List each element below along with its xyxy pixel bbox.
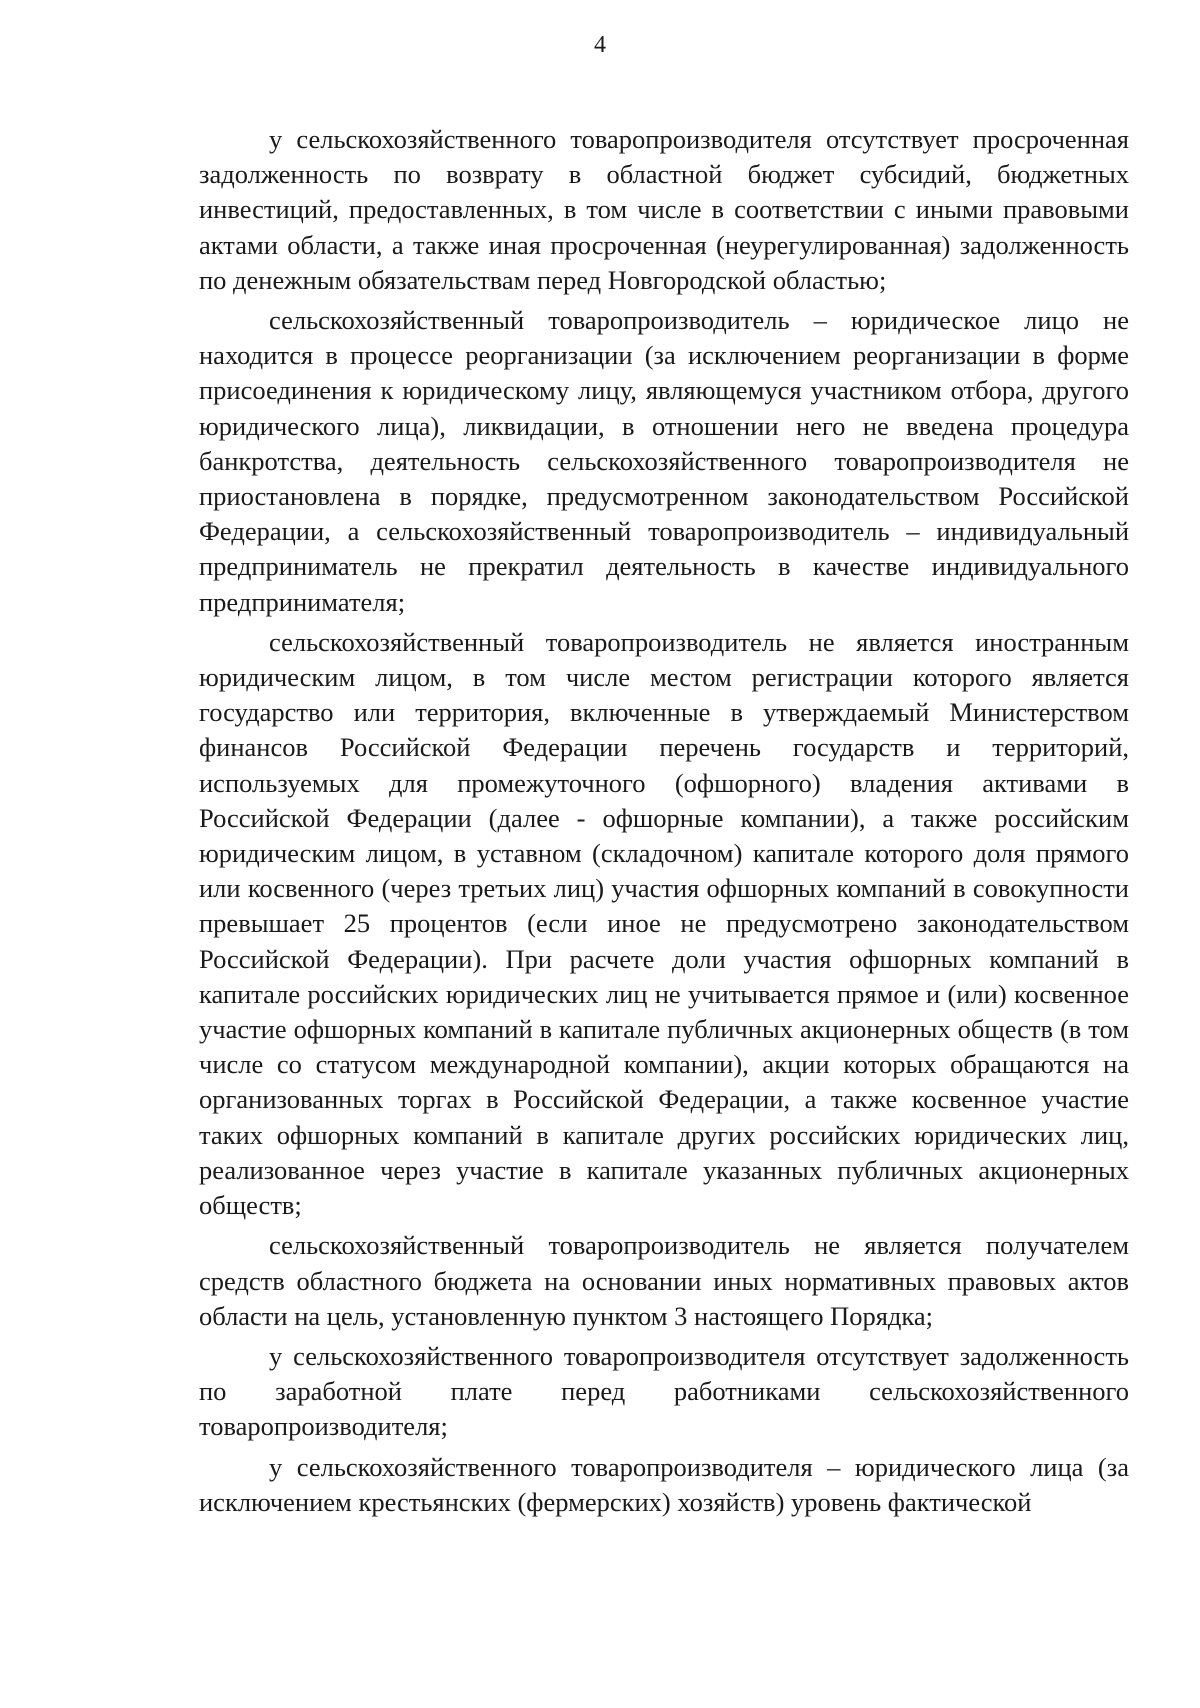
paragraph-wage-arrears: у сельскохозяйственного товаропроизводителя отсутствует задолженность по заработной плате перед работниками сельскохозяйственного товаропроизводителя; (199, 1340, 1129, 1442)
page-number: 4 (594, 32, 606, 58)
paragraph-not-recipient: сельскохозяйственный товаропроизводитель не является получателем средств областного бюджета на основании иных нормативных правовых актов области на цель, установленную пунктом 3 настоящего Порядка; (199, 1230, 1129, 1331)
paragraph-legal-entity-level: у сельскохозяйственного товаропроизводителя – юридического лица (за исключением крестьянских (фермерских) хозяйств) уровень фактической (199, 1451, 1129, 1517)
paragraph-arrears-budget: у сельскохозяйственного товаропроизводителя отсутствует просроченная задолженность по возврату в областной бюджет субсидий, бюджетных инвестиций, предоставленных, в том числе в соответствии с иными правовыми актами области, а также иная просроченная (неурегулированная) задолженность по денежным обязательствам перед Новгородской областью; (199, 124, 1129, 295)
paragraph-reorganization: сельскохозяйственный товаропроизводитель – юридическое лицо не находится в процессе реорганизации (за исключением реорганизации в форме присоединения к юридическому лицу, являющемуся участником отбора, другого юридического лица), ликвидации, в отношении него не введена процедура банкротства, деятельность сельскохозяйственного товаропроизводителя не приостановлена в порядке, предусмотренном законодательством Российской Федерации, а сельскохозяйственный товаропроизводитель – индивидуальный предприниматель не прекратил деятельность в качестве индивидуального предпринимателя; (199, 305, 1129, 617)
paragraph-offshore: сельскохозяйственный товаропроизводитель не является иностранным юридическим лицом, в том числе местом регистрации которого является государство или территория, включенные в утверждаемый Министерством финансов Российской Федерации перечень государств и территорий, используемых для промежуточного (офшорного) владения активами в Российской Федерации (далее - офшорные компании), а также российским юридическим лицом, в уставном (складочном) капитале которого доля прямого или косвенного (через третьих лиц) участия офшорных компаний в совокупности превышает 25 процентов (если иное не предусмотрено законодательством Российской Федерации). При расчете доли участия офшорных компаний в капитале российских юридических лиц не учитывается прямое и (или) косвенное участие офшорных компаний в капитале публичных акционерных обществ (в том числе со статусом международной компании), акции которых обращаются на организованных торгах в Российской Федерации, а также косвенное участие таких офшорных компаний в капитале других российских юридических лиц, реализованное через участие в капитале указанных публичных акционерных обществ; (199, 626, 1129, 1221)
document-body (199, 122, 1129, 1525)
